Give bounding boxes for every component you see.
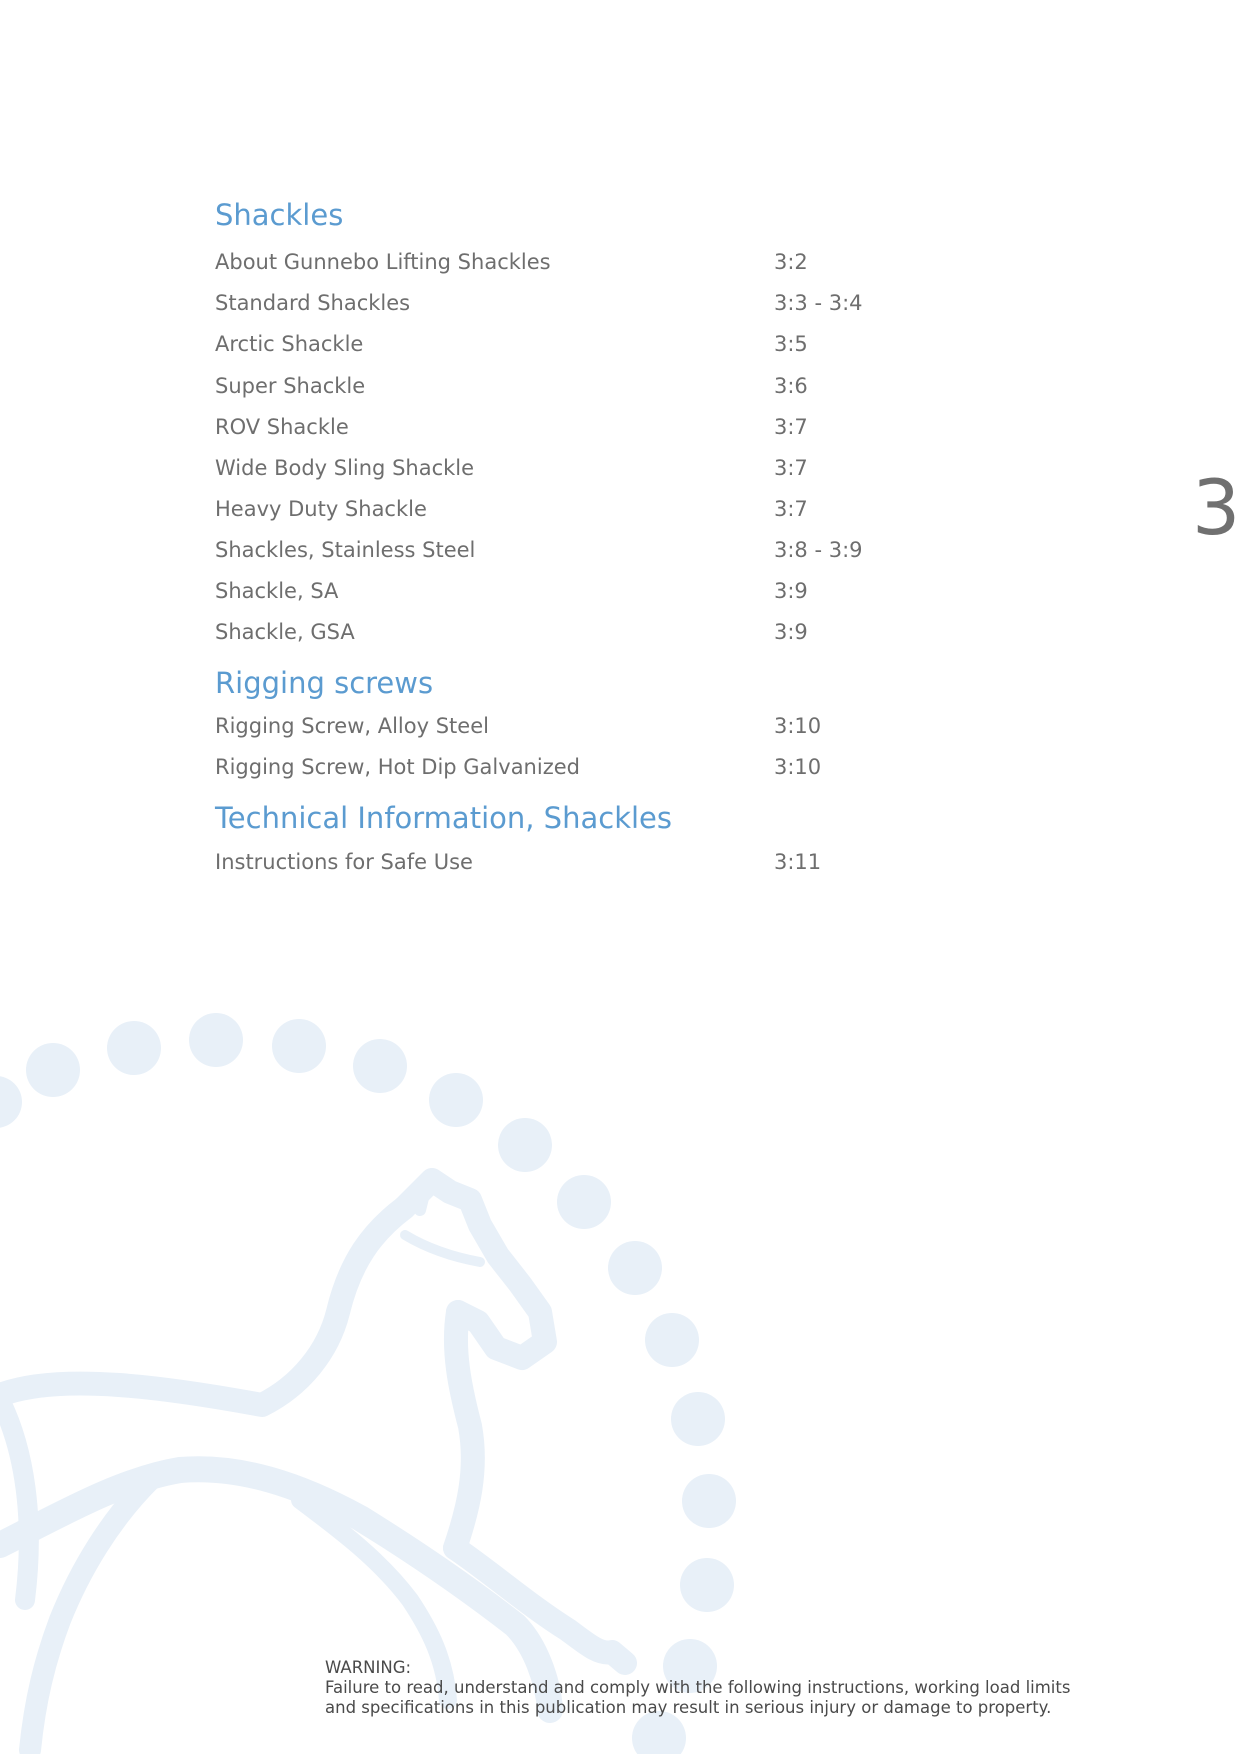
toc-entry-label: Instructions for Safe Use <box>215 850 473 874</box>
toc-entry-label: About Gunnebo Lifting Shackles <box>215 250 551 274</box>
toc-page-ref: 3:7 <box>774 497 808 521</box>
toc-page-ref: 3:11 <box>774 850 822 874</box>
toc-row[interactable] <box>215 291 915 321</box>
toc-page-ref: 3:9 <box>774 620 808 644</box>
chapter-number: 3 <box>1192 463 1240 552</box>
warning-notice <box>325 1658 1205 1718</box>
toc-page-ref: 3:2 <box>774 250 808 274</box>
toc-page-ref: 3:9 <box>774 579 808 603</box>
toc-row[interactable] <box>215 579 915 609</box>
toc-row[interactable] <box>215 850 915 880</box>
toc-row[interactable] <box>215 250 915 280</box>
toc-page-ref: 3:10 <box>774 755 822 779</box>
toc-entry-label: Super Shackle <box>215 374 366 398</box>
toc-row[interactable] <box>215 332 915 362</box>
toc-row[interactable] <box>215 374 915 404</box>
toc-row[interactable] <box>215 620 915 650</box>
toc-page-ref: 3:5 <box>774 332 808 356</box>
warning-heading: WARNING: <box>325 1658 412 1677</box>
toc-row[interactable] <box>215 714 915 744</box>
toc-entry-label: Shackle, SA <box>215 579 339 603</box>
toc-page-ref: 3:8 - 3:9 <box>774 538 863 562</box>
toc-row[interactable] <box>215 456 915 486</box>
toc-entry-label: Rigging Screw, Hot Dip Galvanized <box>215 755 580 779</box>
toc-row[interactable] <box>215 755 915 785</box>
section-title-shackles: Shackles <box>215 198 344 232</box>
toc-entry-label: Wide Body Sling Shackle <box>215 456 475 480</box>
toc-row[interactable] <box>215 538 915 568</box>
warning-text-line: and specifications in this publication may result in serious injury or damage to property. <box>325 1698 1052 1717</box>
section-title-rigging-screws: Rigging screws <box>215 666 434 700</box>
toc-page-ref: 3:10 <box>774 714 822 738</box>
toc-entry-label: Heavy Duty Shackle <box>215 497 427 521</box>
warning-text-line: Failure to read, understand and comply with the following instructions, working load limits <box>325 1678 1071 1697</box>
section-title-technical-information: Technical Information, Shackles <box>215 801 672 835</box>
toc-entry-label: Rigging Screw, Alloy Steel <box>215 714 489 738</box>
toc-page-ref: 3:3 - 3:4 <box>774 291 863 315</box>
toc-page-ref: 3:7 <box>774 456 808 480</box>
toc-entry-label: Standard Shackles <box>215 291 411 315</box>
toc-entry-label: Arctic Shackle <box>215 332 364 356</box>
toc-row[interactable] <box>215 415 915 445</box>
toc-entry-label: ROV Shackle <box>215 415 349 439</box>
toc-page-ref: 3:7 <box>774 415 808 439</box>
toc-entry-label: Shackle, GSA <box>215 620 355 644</box>
toc-page-ref: 3:6 <box>774 374 808 398</box>
toc-entry-label: Shackles, Stainless Steel <box>215 538 476 562</box>
toc-row[interactable] <box>215 497 915 527</box>
